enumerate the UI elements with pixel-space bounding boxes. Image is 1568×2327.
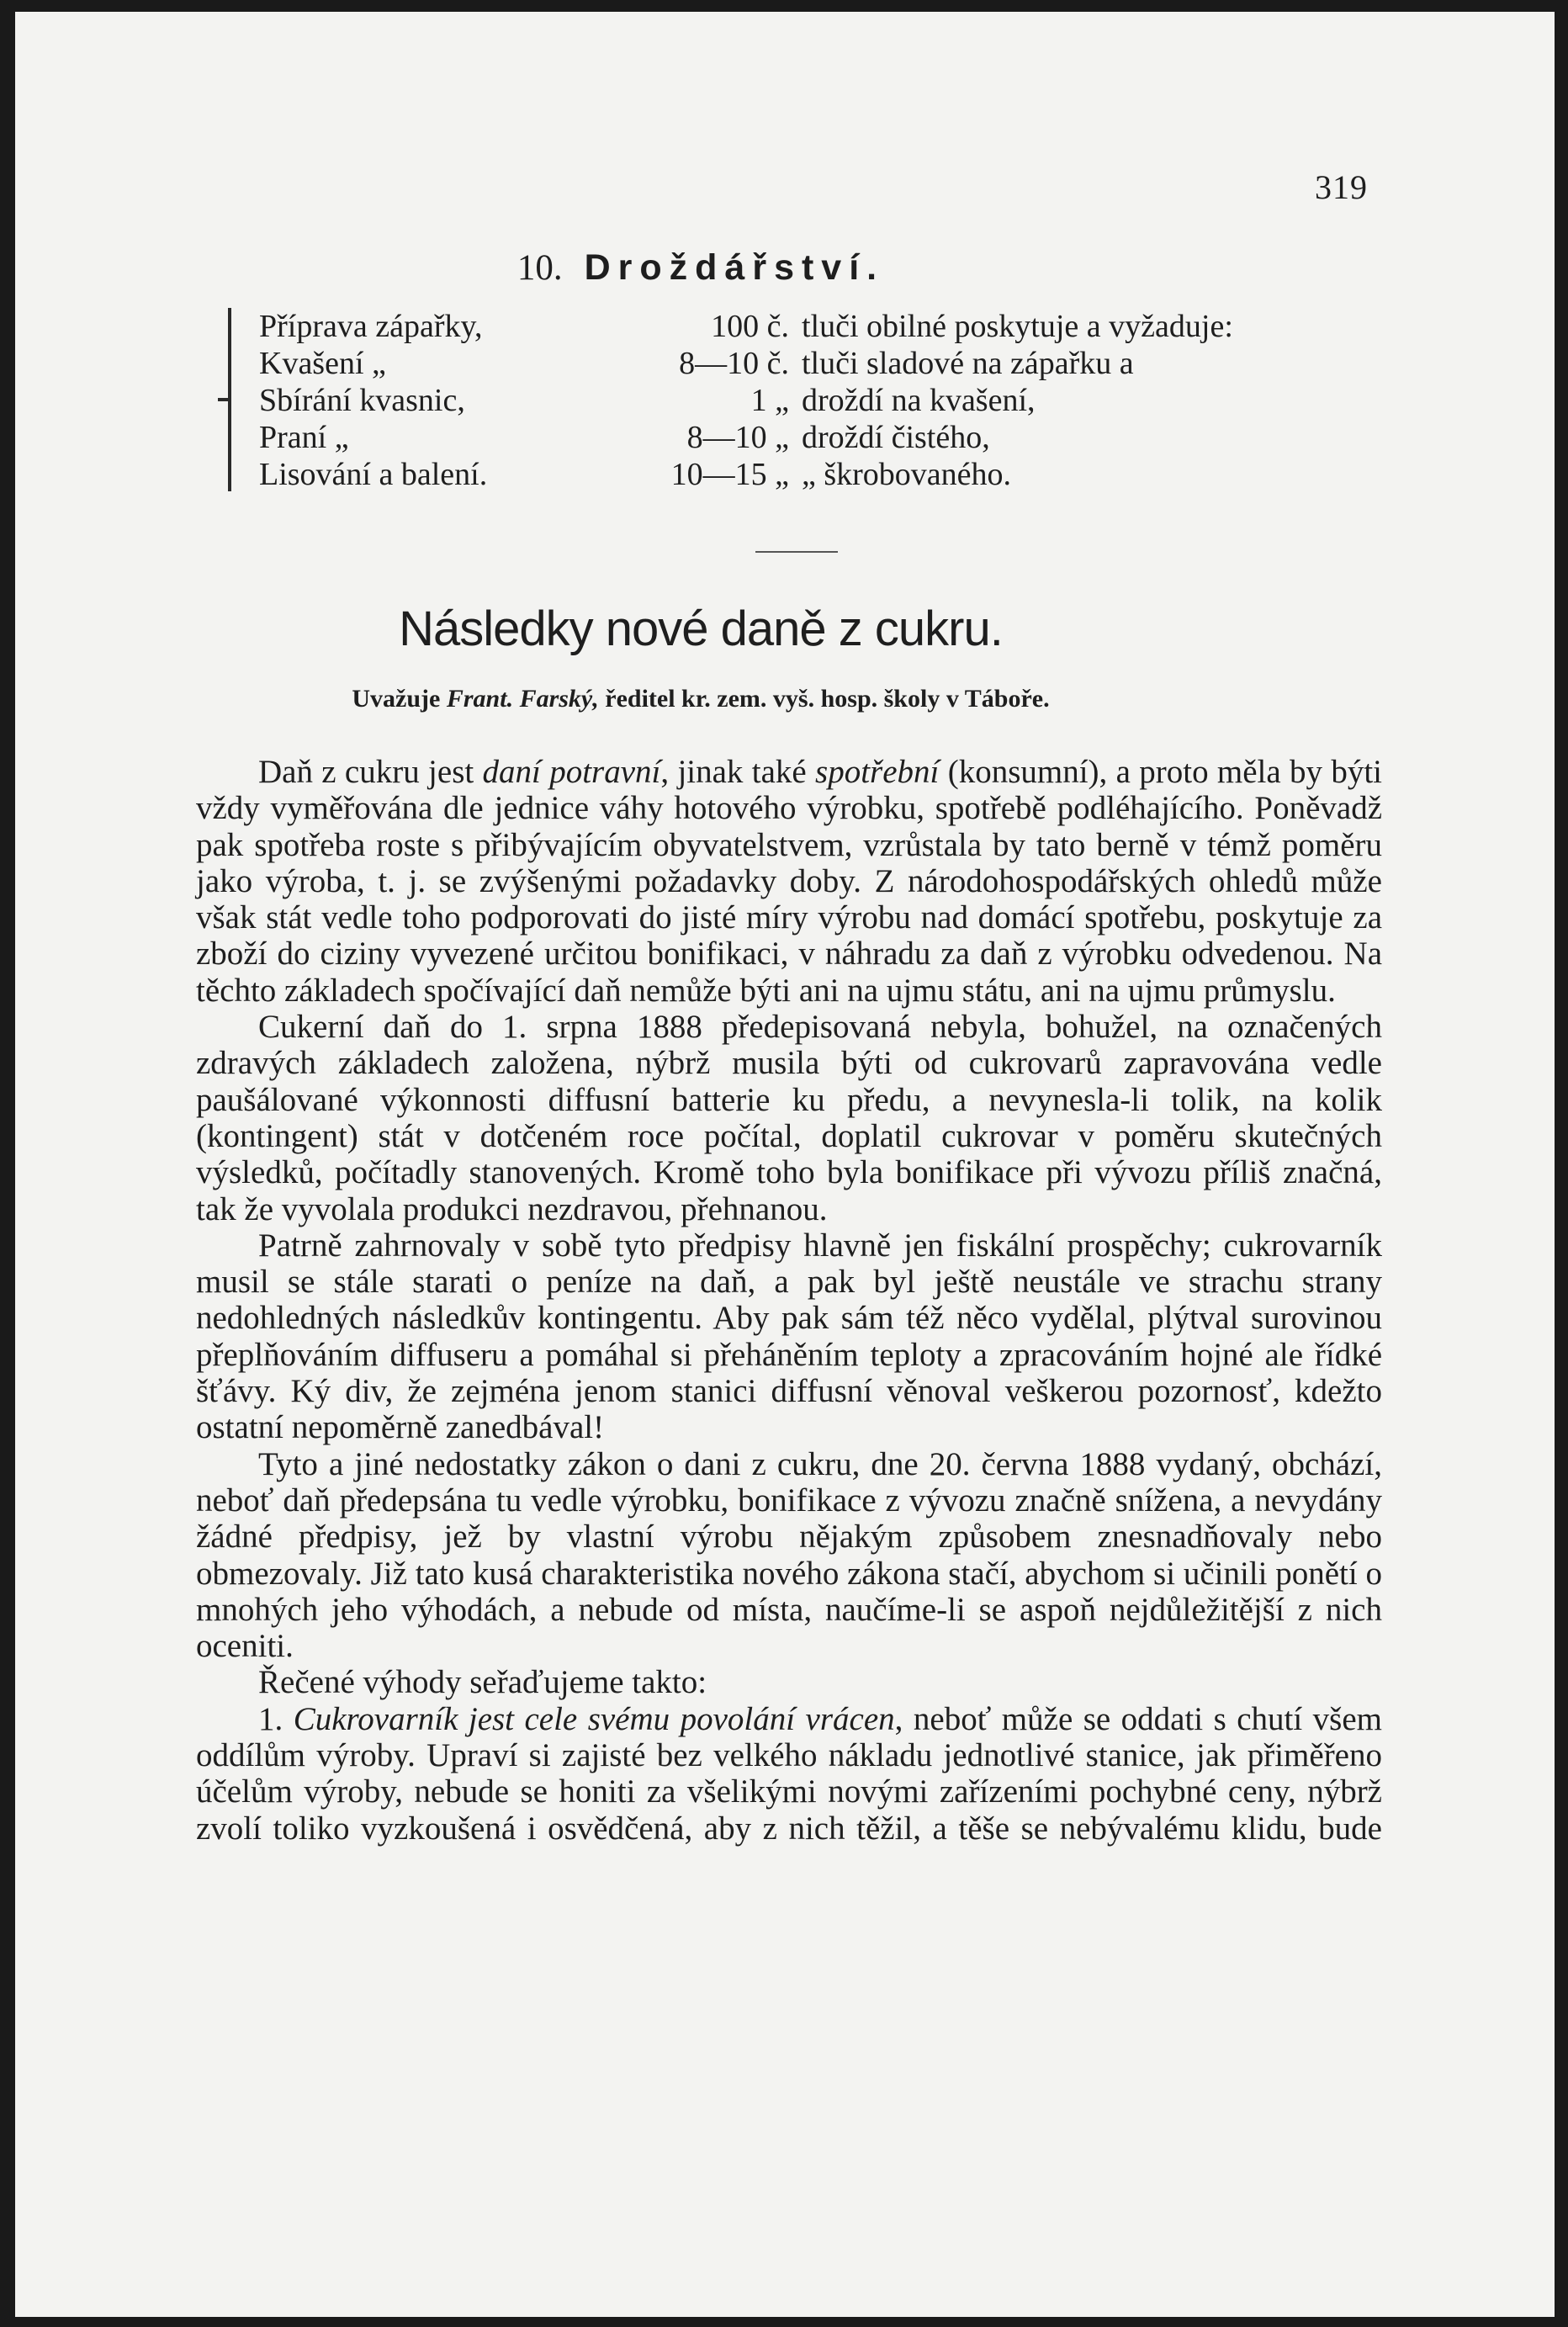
paragraph-text: , jinak také — [660, 754, 816, 790]
byline-author: Frant. Farský, — [446, 685, 599, 713]
page-number: 319 — [1315, 168, 1368, 206]
book-page — [15, 12, 1555, 2317]
step-amount: 8—10 „ — [686, 420, 789, 455]
byline-prefix: Uvažuje — [352, 685, 441, 713]
step-amount: 100 č. — [711, 309, 789, 344]
step-description: tluči sladové na zápařku a — [802, 346, 1134, 381]
emphasis-text: spotřební — [815, 754, 940, 790]
step-task: Lisování a balení. — [259, 457, 488, 492]
step-description: droždí na kvašení, — [802, 383, 1036, 418]
paragraph-text: , neboť může se oddati s chutí všem oddílům výroby. Upraví si zajisté bez velkého nákladu jednotlivé stanice, jak přiměřeno účelům výroby, nebude se honiti za všelikými novými zařízeními pochybné ceny, nýbrž zvolí toliko vyzkoušená i osvědčená, aby z nich těžil, a těše se nebývalému klidu, bude — [196, 1700, 1382, 1847]
emphasis-text: daní potravní — [482, 754, 661, 790]
paragraph: Tyto a jiné nedostatky zákon o dani z cukru, dne 20. června 1888 vydaný, obchází, neboť daň předepsána tu vedle výrobku, bonifikace z vývozu značně snížena, a nevydány žádné předpisy, jež by vlastní výrobu nějakým způsobem znesnadňovaly nebo obmezovaly. Již tato kusá charakteristika nového zákona stačí, abychom si učinili ponětí o mnohých jeho výhodách, a nebude od místa, naučíme-li se aspoň nejdůležitější z nich oceniti. — [196, 1445, 1382, 1665]
step-description: „ škrobovaného. — [802, 457, 1012, 492]
article-title: Následky nové daně z cukru. — [399, 602, 1003, 656]
section-heading — [15, 247, 1386, 289]
article-body — [196, 754, 1382, 1847]
paragraph: Cukerní daň do 1. srpna 1888 předepisovaná nebyla, bohužel, na označených zdravých základech založena, nýbrž musila býti od cukrovarů zapravována vedle paušálované výkonnosti diffusní batterie ku předu, a nevynesla-li tolik, na kolik (kontingent) stát v dotčeném roce počítal, doplatil cukrovar v poměru skutečných výsledků, počítadly stanovených. Kromě toho byla bonifikace při vývozu příliš značná, tak že vyvolala produkci nezdravou, přehnanou. — [196, 1009, 1382, 1227]
paragraph-text: 1. — [258, 1700, 294, 1737]
paragraph: Patrně zahrnovaly v sobě tyto předpisy hlavně jen fiskální prospěchy; cukrovarník musil se stále starati o peníze na daň, a pak byl ještě neustále ve strachu strany nedohledných následkův kontingentu. Aby pak sám též něco vydělal, plýtval surovinou přeplňováním diffuseru a pomáhal si přeháněním teploty a zpracováním hojné ale řídké šťávy. Ký div, že zejména jenom stanici diffusní věnoval veškerou pozornosť, kdežto ostatní nepoměrně zanedbával! — [196, 1227, 1382, 1446]
section-number: 10. — [516, 248, 563, 288]
paragraph-text: (konsumní), a proto měla by býti vždy vyměřována dle jednice váhy hotového výrobku, spotřebě podléhajícího. Poněvadž pak spotřeba roste s přibývajícím obyvatelstvem, vzrůstala by tato berně v témž poměru jako výroba, t. j. se zvýšenými požadavky doby. Z národohospodářských ohledů může však stát vedle toho podporovati do jisté míry výrobu nad domácí spotřebu, poskytuje za zboží do ciziny vyvezené určitou bonifikaci, v náhradu za daň z výrobku odvedenou. Na těchto základech spočívající daň nemůže býti ani na ujmu státu, ani na ujmu průmyslu. — [196, 754, 1383, 1009]
section-divider — [755, 551, 838, 553]
byline-affiliation: ředitel kr. zem. vyš. hosp. školy v Táboře. — [605, 685, 1050, 713]
step-description: tluči obilné poskytuje a vyžaduje: — [802, 309, 1233, 344]
article-byline — [15, 685, 1386, 713]
step-description: droždí čistého, — [802, 420, 990, 455]
brace-tip — [218, 398, 230, 401]
step-amount: 1 „ — [750, 383, 789, 418]
section-title: Droždářství. — [584, 247, 885, 288]
step-task: Příprava zápařky, — [259, 309, 483, 344]
step-amount: 8—10 č. — [679, 346, 789, 381]
paragraph — [196, 754, 1382, 1009]
paragraph: Řečené výhody seřaďujeme takto: — [258, 1664, 707, 1701]
step-task: Kvašení „ — [259, 346, 386, 381]
step-task: Praní „ — [259, 420, 349, 455]
step-task: Sbírání kvasnic, — [259, 383, 465, 418]
paragraph — [196, 1701, 1382, 1847]
brace-bracket — [228, 308, 243, 491]
paragraph-text: Daň z cukru jest — [258, 754, 483, 790]
emphasis-text: Cukrovarník jest cele svému povolání vrácen — [293, 1700, 895, 1737]
step-amount: 10—15 „ — [670, 457, 789, 492]
